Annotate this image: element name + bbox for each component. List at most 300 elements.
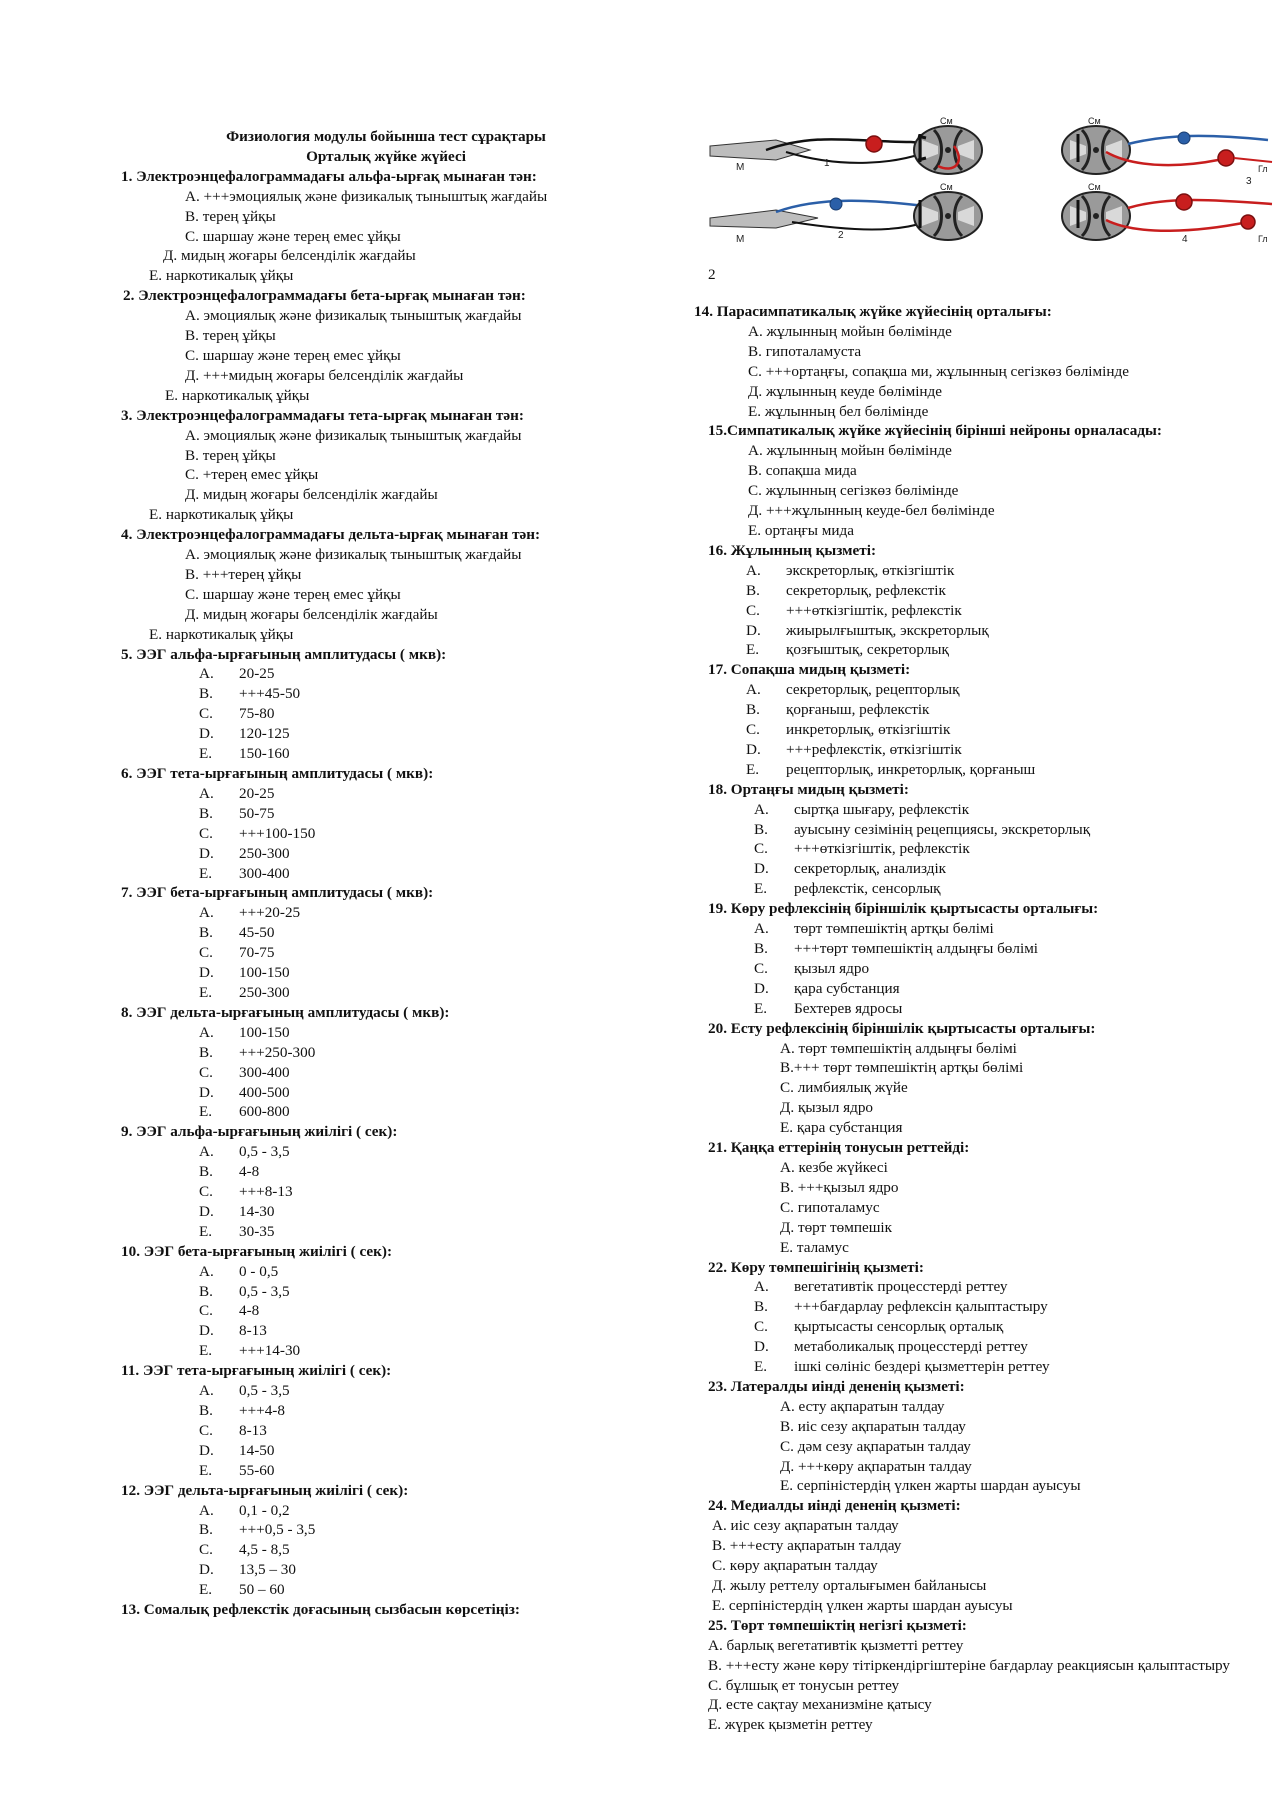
option-text: 8-13: [239, 1421, 267, 1439]
answer-option: В. терең ұйқы: [185, 327, 276, 345]
option-letter: A.: [199, 784, 214, 802]
answer-option: [694, 1337, 1234, 1357]
option-letter: E.: [199, 1461, 213, 1479]
option-text: метаболикалық процесстерді реттеу: [794, 1338, 1028, 1356]
option-letter: D.: [199, 1561, 214, 1579]
label-cm: См: [1088, 116, 1101, 126]
option-letter: E.: [199, 983, 213, 1001]
answer-option: [121, 664, 681, 684]
answer-option: Д. +++мидың жоғары белсенділік жағдайы: [185, 366, 464, 384]
question-13: [121, 1600, 681, 1620]
option-text: 4-8: [239, 1302, 260, 1320]
option-letter: A.: [199, 1262, 214, 1280]
option-text: секреторлық, рефлекстік: [786, 581, 946, 599]
answer-option: [121, 684, 681, 704]
answer-option: В. +++есту және көру тітіркендіргіштеріне бағдарлау реакциясын қалыптастыру: [708, 1656, 1231, 1674]
answer-option: [694, 859, 1234, 879]
question-5: [121, 645, 681, 764]
answer-option: А. эмоциялық және физикалық тыныштық жағдайы: [185, 426, 522, 444]
option-text: +++4-8: [239, 1402, 285, 1419]
option-letter: C.: [754, 959, 768, 977]
option-text: экскреторлық, өткізгіштік: [786, 561, 955, 579]
question-text: 1. Электроэнцефалограммадағы альфа-ырғақ мынаған тән:: [121, 167, 537, 185]
answer-option: [694, 999, 1234, 1019]
option-text: инкреторлық, өткізгіштік: [786, 721, 951, 739]
answer-option: [121, 844, 681, 864]
answer-option: Е. қара субстанция: [780, 1119, 903, 1137]
question-8: [121, 1003, 681, 1122]
answer-option: [121, 784, 681, 804]
label-num-2: 2: [838, 230, 844, 241]
option-letter: D.: [754, 979, 769, 997]
answer-option: [121, 1520, 681, 1540]
option-text: 50 – 60: [239, 1581, 285, 1599]
answer-option: [694, 640, 1234, 660]
answer-option: [694, 879, 1234, 899]
answer-option: А. жұлынның мойын бөлімінде: [748, 442, 952, 460]
answer-option: [121, 1341, 681, 1361]
answer-option: [694, 1297, 1234, 1317]
option-letter: A.: [199, 1023, 214, 1041]
answer-option: [121, 744, 681, 764]
option-text: 0 - 0,5: [239, 1262, 279, 1280]
option-letter: E.: [754, 1358, 768, 1376]
question-16: [694, 541, 1234, 660]
question-text: 2. Электроэнцефалограммадағы бета-ырғақ мынаған тән:: [123, 287, 526, 305]
answer-option: В. +++қызыл ядро: [780, 1178, 899, 1196]
option-letter: A.: [746, 561, 761, 579]
option-letter: C.: [199, 705, 213, 723]
answer-option: [121, 923, 681, 943]
option-text: 8-13: [239, 1322, 267, 1340]
answer-option: [121, 1262, 681, 1282]
question-text: 19. Көру рефлексінің біріншілік қыртысасты орталығы:: [708, 900, 1099, 918]
answer-option: Е. серпіністердің үлкен жарты шардан ауысуы: [780, 1477, 1081, 1495]
option-letter: E.: [199, 1222, 213, 1240]
answer-option: Е. ортаңғы мида: [748, 521, 854, 539]
option-text: қызыл ядро: [794, 959, 870, 977]
answer-option: [121, 1321, 681, 1341]
answer-option: [694, 800, 1234, 820]
answer-option: [121, 1401, 681, 1421]
answer-option: Е. наркотикалық ұйқы: [149, 506, 294, 524]
option-text: 250-300: [239, 983, 290, 1001]
question-9: [121, 1122, 681, 1241]
option-text: 0,5 - 3,5: [239, 1382, 290, 1400]
option-text: Бехтерев ядросы: [794, 999, 903, 1017]
answer-option: [694, 979, 1234, 999]
answer-option: Д. мидың жоғары белсенділік жағдайы: [185, 486, 438, 504]
answer-option: [694, 820, 1234, 840]
option-letter: A.: [754, 800, 769, 818]
answer-option: С. көру ақпаратын талдау: [712, 1557, 878, 1575]
answer-option: [121, 724, 681, 744]
answer-option: [694, 740, 1234, 760]
option-letter: C.: [746, 721, 760, 739]
answer-option: [121, 1560, 681, 1580]
answer-option: В. терең ұйқы: [185, 446, 276, 464]
option-letter: C.: [199, 1183, 213, 1201]
answer-option: Е. таламус: [780, 1238, 849, 1256]
answer-option: [694, 720, 1234, 740]
answer-option: А. есту ақпаратын талдау: [780, 1397, 945, 1415]
question-text: 14. Парасимпатикалық жүйке жүйесінің орталығы:: [694, 303, 1052, 320]
label-cm: См: [1088, 182, 1101, 192]
option-letter: E.: [199, 1342, 213, 1360]
answer-option: [121, 1441, 681, 1461]
option-letter: B.: [199, 1282, 213, 1300]
answer-option: Д. қызыл ядро: [780, 1099, 874, 1117]
answer-option: [694, 680, 1234, 700]
option-text: рефлекстік, сенсорлық: [794, 880, 941, 898]
option-text: 300-400: [239, 1063, 290, 1081]
option-letter: B.: [199, 685, 213, 703]
option-text: 4,5 - 8,5: [239, 1541, 290, 1559]
answer-option: [694, 1277, 1234, 1297]
option-letter: D.: [199, 844, 214, 862]
question-text: 20. Есту рефлексінің біріншілік қыртысасты орталығы:: [708, 1019, 1096, 1037]
document-title: Физиология модулы бойынша тест сұрақтары: [226, 128, 546, 145]
answer-option: Е. наркотикалық ұйқы: [149, 267, 294, 285]
question-15: [694, 421, 1234, 540]
option-letter: A.: [746, 681, 761, 699]
reflex-arc-figure: [706, 116, 1280, 256]
answer-option: [121, 943, 681, 963]
option-letter: B.: [199, 1521, 213, 1539]
option-text: қыртысасты сенсорлық орталық: [794, 1318, 1004, 1336]
reflex-arc-diagram-1: [710, 116, 982, 174]
option-letter: C.: [199, 944, 213, 962]
option-letter: D.: [746, 621, 761, 639]
option-text: қозғыштық, секреторлық: [786, 641, 949, 659]
question-text: 25. Төрт төмпешіктің негізгі қызметі:: [708, 1616, 967, 1634]
answer-option: [694, 919, 1234, 939]
answer-option: А. эмоциялық және физикалық тыныштық жағдайы: [185, 546, 522, 564]
question-12: [121, 1481, 681, 1600]
option-text: +++0,5 - 3,5: [239, 1521, 316, 1539]
answer-option: С. шаршау және терең емес ұйқы: [185, 585, 401, 603]
answer-option: [694, 760, 1234, 780]
answer-option: С. дәм сезу ақпаратын талдау: [780, 1437, 971, 1455]
answer-option: С. +++ортаңғы, сопақша ми, жұлынның сегізкөз бөлімінде: [748, 362, 1129, 380]
option-letter: C.: [199, 1541, 213, 1559]
option-text: 120-125: [239, 725, 290, 743]
option-letter: B.: [754, 940, 768, 957]
answer-option: [694, 621, 1234, 641]
answer-option: В. гипоталамуста: [748, 342, 862, 360]
question-10: [121, 1242, 681, 1361]
answer-option: С. жұлынның сегізкөз бөлімінде: [748, 482, 959, 500]
option-text: 13,5 – 30: [239, 1561, 296, 1579]
answer-option: Е. серпіністердің үлкен жарты шардан ауысуы: [712, 1596, 1013, 1614]
option-text: +++өткізгіштік, рефлекстік: [786, 601, 962, 619]
option-text: 0,5 - 3,5: [239, 1143, 290, 1161]
option-letter: B.: [199, 1402, 213, 1419]
question-text: 17. Сопақша мидың қызметі:: [708, 661, 911, 679]
label-m: М: [736, 234, 745, 245]
answer-option: [121, 1222, 681, 1242]
option-letter: B.: [199, 1163, 213, 1181]
option-text: секреторлық, анализдік: [794, 860, 947, 878]
option-letter: A.: [754, 920, 769, 938]
option-letter: C.: [199, 1063, 213, 1081]
answer-option: В.+++ төрт төмпешіктің артқы бөлімі: [780, 1059, 1024, 1077]
question-text: 4. Электроэнцефалограммадағы дельта-ырғақ мынаған тән:: [121, 526, 541, 544]
option-letter: D.: [199, 1083, 214, 1101]
option-text: 14-50: [239, 1441, 275, 1459]
question-4: [121, 525, 681, 644]
question-14: [694, 302, 1234, 421]
option-letter: B.: [754, 1298, 768, 1316]
question-24: [694, 1496, 1234, 1615]
reflex-arc-diagram-3: [1062, 116, 1272, 187]
answer-option: [121, 1142, 681, 1162]
option-letter: B.: [746, 701, 760, 719]
answer-option: [121, 1083, 681, 1103]
answer-option: [121, 1063, 681, 1083]
answer-option: В. +++есту ақпаратын талдау: [712, 1537, 902, 1555]
option-text: қорғаныш, рефлекстік: [786, 701, 930, 719]
option-text: +++8-13: [239, 1183, 293, 1201]
answer-option: [121, 1043, 681, 1063]
option-letter: B.: [199, 1043, 213, 1061]
label-num-1: 1: [824, 158, 830, 169]
answer-option: [694, 561, 1234, 581]
answer-option: [121, 704, 681, 724]
question-23: [694, 1377, 1234, 1496]
question-text: 23. Латералды иінді дененің қызметі:: [708, 1377, 965, 1395]
label-num-4: 4: [1182, 234, 1188, 245]
answer-option: Е. наркотикалық ұйқы: [165, 386, 310, 404]
answer-option: Д. төрт төмпешік: [780, 1218, 893, 1236]
question-text: 22. Көру төмпешігінің қызметі:: [708, 1258, 924, 1276]
answer-option: [121, 1461, 681, 1481]
answer-option: А. төрт төмпешіктің алдыңғы бөлімі: [780, 1039, 1017, 1057]
option-letter: D.: [199, 725, 214, 743]
option-text: вегетативтік процесстерді реттеу: [794, 1278, 1008, 1296]
option-text: 100-150: [239, 964, 290, 982]
label-cm: См: [940, 116, 953, 126]
answer-option: [121, 864, 681, 884]
question-text: 13. Сомалық рефлекстік доғасының сызбасын көрсетіңіз:: [121, 1601, 520, 1619]
answer-option: [121, 903, 681, 923]
answer-option: В. +++терең ұйқы: [185, 565, 302, 583]
option-letter: B.: [199, 804, 213, 822]
answer-option: Д. есте сақтау механизміне қатысу: [708, 1696, 932, 1714]
label-m: М: [736, 162, 745, 173]
answer-option: [121, 1162, 681, 1182]
answer-option: А. эмоциялық және физикалық тыныштық жағдайы: [185, 307, 522, 325]
question-text: 5. ЭЭГ альфа-ырғағының амплитудасы ( мкв):: [121, 645, 447, 663]
answer-option: [694, 959, 1234, 979]
option-letter: E.: [199, 1581, 213, 1599]
question-17: [694, 660, 1234, 779]
question-text: 3. Электроэнцефалограммадағы тета-ырғақ мынаған тән:: [121, 406, 524, 424]
option-letter: C.: [199, 824, 213, 842]
option-letter: E.: [199, 864, 213, 882]
answer-option: Д. мидың жоғары белсенділік жағдайы: [185, 605, 438, 623]
document-subtitle: Орталық жүйке жүйесі: [306, 147, 466, 165]
answer-option: [121, 1102, 681, 1122]
answer-option: В. терең ұйқы: [185, 207, 276, 225]
answer-option: Д. мидың жоғары белсенділік жағдайы: [163, 247, 416, 265]
question-text: 6. ЭЭГ тета-ырғағының амплитудасы ( мкв):: [121, 765, 434, 782]
question-11: [121, 1361, 681, 1480]
answer-option: [121, 1202, 681, 1222]
answer-option: [121, 1580, 681, 1600]
answer-option: С. бұлшық ет тонусын реттеу: [708, 1676, 900, 1694]
option-text: жиырылғыштық, экскреторлық: [786, 621, 989, 639]
answer-option: [694, 581, 1234, 601]
label-gl: Гл: [1258, 164, 1268, 174]
answer-option: Д. жұлынның кеуде бөлімінде: [748, 382, 943, 400]
answer-option: Е. наркотикалық ұйқы: [149, 625, 294, 643]
option-letter: C.: [754, 1318, 768, 1336]
option-letter: C.: [746, 601, 760, 619]
option-text: 20-25: [239, 665, 275, 683]
answer-option: Е. жүрек қызметін реттеу: [708, 1716, 873, 1734]
option-text: 30-35: [239, 1222, 275, 1240]
question-21: [694, 1138, 1234, 1257]
option-text: +++төрт төмпешіктің алдыңғы бөлімі: [794, 940, 1039, 957]
question-text: 9. ЭЭГ альфа-ырғағының жиілігі ( сек):: [121, 1123, 398, 1141]
option-text: 0,5 - 3,5: [239, 1282, 290, 1300]
question-text: 18. Ортаңғы мидың қызметі:: [708, 780, 909, 798]
question-text: 24. Медиалды иінді дененің қызметі:: [708, 1497, 961, 1515]
answer-option: Е. жұлынның бел бөлімінде: [748, 402, 929, 420]
question-25: [694, 1616, 1234, 1735]
question-text: 15.Симпатикалық жүйке жүйесінің бірінші нейроны орналасады:: [708, 422, 1162, 440]
option-letter: A.: [199, 1143, 214, 1161]
option-letter: A.: [199, 904, 214, 922]
option-letter: D.: [199, 1322, 214, 1340]
option-text: 400-500: [239, 1083, 290, 1101]
option-text: секреторлық, рецепторлық: [786, 681, 960, 699]
answer-option: А. +++эмоциялық және физикалық тыныштық жағдайы: [185, 187, 548, 205]
option-text: +++бағдарлау рефлексін қалыптастыру: [794, 1298, 1048, 1316]
option-text: қара субстанция: [794, 979, 900, 997]
question-1: [121, 167, 681, 286]
answer-option: С. +терең емес ұйқы: [185, 466, 319, 484]
answer-option: С. шаршау және терең емес ұйқы: [185, 346, 401, 364]
question-text: 16. Жұлынның қызметі:: [708, 541, 876, 559]
figure-caption: 2: [708, 266, 716, 283]
answer-option: А. жұлынның мойын бөлімінде: [748, 322, 952, 340]
option-text: +++250-300: [239, 1043, 316, 1061]
option-text: +++рефлекстік, өткізгіштік: [786, 740, 962, 758]
option-text: 75-80: [239, 705, 275, 723]
answer-option: [121, 983, 681, 1003]
answer-option: Д. жылу реттелу орталығымен байланысы: [712, 1577, 987, 1594]
answer-option: [694, 839, 1234, 859]
answer-option: В. иіс сезу ақпаратын талдау: [780, 1417, 966, 1435]
answer-option: [121, 1182, 681, 1202]
answer-option: Д. +++көру ақпаратын талдау: [780, 1457, 972, 1475]
answer-option: [121, 1282, 681, 1302]
right-column: [694, 302, 1234, 1735]
option-text: сыртқа шығару, рефлекстік: [794, 800, 970, 818]
option-text: 300-400: [239, 864, 290, 882]
question-18: [694, 780, 1234, 899]
option-text: +++өткізгіштік, рефлекстік: [794, 840, 970, 858]
answer-option: Д. +++жұлынның кеуде-бел бөлімінде: [748, 502, 995, 520]
option-letter: C.: [199, 1421, 213, 1439]
question-text: 12. ЭЭГ дельта-ырғағының жиілігі ( сек):: [121, 1481, 409, 1499]
answer-option: А. барлық вегетативтік қызметті реттеу: [708, 1636, 964, 1654]
option-text: 150-160: [239, 745, 290, 763]
option-text: +++14-30: [239, 1342, 301, 1360]
answer-option: [121, 963, 681, 983]
option-text: +++45-50: [239, 685, 301, 703]
answer-option: С. гипоталамус: [780, 1198, 880, 1216]
option-text: рецепторлық, инкреторлық, қорғаныш: [786, 760, 1036, 778]
option-text: 55-60: [239, 1461, 275, 1479]
option-letter: D.: [746, 740, 761, 758]
option-text: 100-150: [239, 1023, 290, 1041]
answer-option: [694, 700, 1234, 720]
question-22: [694, 1258, 1234, 1377]
answer-option: [694, 601, 1234, 621]
option-letter: D.: [754, 860, 769, 878]
label-gl: Гл: [1258, 234, 1268, 244]
option-letter: C.: [754, 840, 768, 858]
option-letter: B.: [199, 924, 213, 942]
answer-option: [121, 1381, 681, 1401]
option-text: 45-50: [239, 924, 275, 942]
answer-option: С. шаршау және терең емес ұйқы: [185, 227, 401, 245]
answer-option: С. лимбиялық жүйе: [780, 1079, 908, 1097]
option-text: төрт төмпешіктің артқы бөлімі: [794, 920, 994, 938]
option-text: ішкі сөлініс бездері қызметтерін реттеу: [794, 1358, 1050, 1376]
question-6: [121, 764, 681, 883]
option-text: +++20-25: [239, 904, 301, 922]
option-letter: C.: [199, 1302, 213, 1320]
answer-option: В. сопақша мида: [748, 462, 857, 480]
option-text: 70-75: [239, 944, 275, 962]
answer-option: А. кезбе жүйкесі: [780, 1158, 888, 1176]
option-letter: A.: [199, 1382, 214, 1400]
option-letter: E.: [746, 641, 760, 659]
answer-option: [121, 1421, 681, 1441]
answer-option: [121, 804, 681, 824]
option-letter: A.: [199, 1501, 214, 1519]
question-3: [121, 406, 681, 525]
question-7: [121, 883, 681, 1002]
question-2: [121, 286, 681, 405]
label-cm: См: [940, 182, 953, 192]
option-letter: A.: [754, 1278, 769, 1296]
option-letter: E.: [746, 760, 760, 778]
option-text: +++100-150: [239, 824, 316, 842]
answer-option: [694, 1357, 1234, 1377]
answer-option: [121, 1501, 681, 1521]
option-text: 0,1 - 0,2: [239, 1501, 290, 1519]
question-text: 21. Қаңқа еттерінің тонусын реттейді:: [708, 1139, 970, 1157]
answer-option: [121, 1023, 681, 1043]
answer-option: [121, 824, 681, 844]
left-column: [121, 127, 681, 1620]
question-text: 11. ЭЭГ тета-ырғағының жиілігі ( сек):: [121, 1362, 392, 1380]
option-text: 600-800: [239, 1103, 290, 1121]
answer-option: [121, 1301, 681, 1321]
option-letter: D.: [199, 1202, 214, 1220]
option-letter: E.: [754, 999, 768, 1017]
option-letter: E.: [199, 745, 213, 763]
option-text: 14-30: [239, 1202, 275, 1220]
option-text: 50-75: [239, 804, 275, 822]
option-letter: B.: [746, 581, 760, 599]
option-text: 20-25: [239, 784, 275, 802]
